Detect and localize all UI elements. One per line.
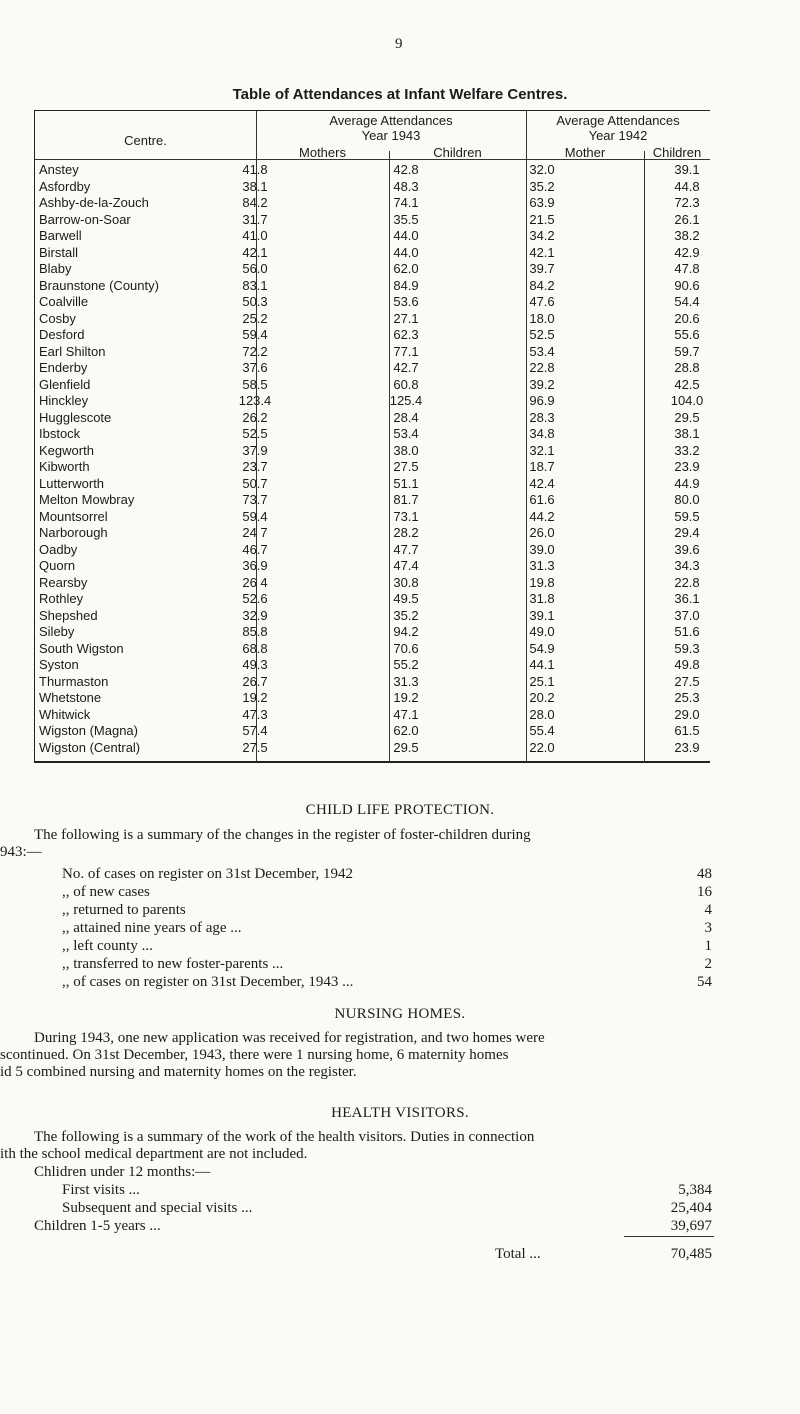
mothers-1943-cell: 72.2 [242, 343, 268, 359]
children-1943-cell: 81.7 [393, 492, 419, 507]
mothers-1943-cell: 50.3 [242, 294, 268, 309]
mothers-1943-cell: 58.5 [242, 376, 268, 392]
mothers-1943-cell: 41.0 [242, 228, 268, 243]
child-life-item-label: ,, returned to parents [62, 902, 186, 918]
child-life-item-label: No. of cases on register on 31st December, 1942 [62, 866, 353, 882]
children-1942-cell: 37.0 [674, 607, 700, 623]
children-1943-cell: 62.3 [393, 327, 419, 342]
centre-cell: Desford [39, 327, 85, 342]
mothers-1943-cell: 31.7 [242, 211, 268, 227]
mothers-1942-cell: 55.4 [529, 723, 555, 738]
health-visitors-line-2: ith the school medical department are not included. [0, 1146, 308, 1162]
mothers-1943-cell: 26.2 [242, 409, 268, 425]
centre-cell: Hinckley [39, 393, 89, 408]
centre-cell: Coalville [39, 294, 89, 309]
col-mothers-1943: Mothers [299, 145, 346, 160]
children-1942-cell: 42.9 [674, 244, 700, 260]
children-1942-cell: 42.5 [674, 376, 700, 392]
children-1943-cell: 29.5 [393, 739, 419, 755]
mothers-1942-cell: 28.3 [529, 409, 555, 425]
mothers-1942-cell: 49.0 [529, 624, 555, 639]
centre-cell: Whitwick [39, 706, 91, 722]
table-row [35, 178, 710, 195]
mothers-1943-cell: 19.2 [242, 690, 268, 705]
children-1943-cell: 27.1 [393, 310, 419, 326]
children-1942-cell: 39.1 [674, 162, 700, 177]
mothers-1943-cell: 36.9 [242, 558, 268, 573]
table-row [35, 260, 710, 277]
mothers-1942-cell: 18.7 [529, 459, 555, 474]
centre-cell: Wigston (Central) [39, 739, 141, 755]
table-row [35, 739, 710, 756]
mothers-1942-cell: 28.0 [529, 706, 555, 722]
children-1942-cell: 27.5 [674, 673, 700, 689]
centre-cell: Melton Mowbray [39, 492, 135, 507]
children-1942-cell: 36.1 [674, 591, 700, 606]
children-1942-cell: 80.0 [674, 492, 700, 507]
children-1942-cell: 44.9 [674, 475, 700, 491]
children-1942-cell: 34.3 [674, 558, 700, 573]
mothers-1942-cell: 84.2 [529, 277, 555, 293]
group-1942-year: Year 1942 [588, 128, 648, 143]
mothers-1943-cell: 59.4 [242, 508, 268, 524]
children-1942-cell: 54.4 [674, 294, 700, 309]
centre-cell: Barrow-on-Soar [39, 211, 131, 227]
mothers-1942-cell: 44.2 [529, 508, 555, 524]
table-row [35, 640, 710, 657]
mothers-1943-cell: 46.7 [242, 541, 268, 557]
mothers-1943-cell: 83.1 [242, 277, 268, 293]
table-row [35, 607, 710, 624]
children-1942-cell: 39.6 [674, 541, 700, 557]
children-1943-cell: 53.6 [393, 294, 419, 309]
centre-cell: Kegworth [39, 442, 94, 458]
centre-cell: Asfordby [39, 178, 91, 194]
centre-cell: Thurmaston [39, 673, 109, 689]
mothers-1943-cell: 26.7 [242, 673, 268, 689]
children-1942-cell: 44.8 [674, 178, 700, 194]
child-life-item-label: ,, of new cases [62, 884, 150, 900]
table-row [35, 326, 710, 343]
centre-cell: Rearsby [39, 574, 88, 590]
table-row [35, 293, 710, 310]
mothers-1942-cell: 96.9 [529, 393, 555, 408]
nursing-homes-line-1: During 1943, one new application was received for registration, and two homes were [34, 1030, 545, 1046]
table-row [35, 656, 710, 673]
mothers-1942-cell: 20.2 [529, 690, 555, 705]
mothers-1943-cell: 27.5 [242, 739, 268, 755]
mothers-1942-cell: 22.8 [529, 360, 555, 375]
table-row [35, 689, 710, 706]
table-row [35, 673, 710, 690]
children-1942-cell: 47.8 [674, 261, 700, 276]
mothers-1942-cell: 39.2 [529, 376, 555, 392]
mothers-1943-cell: 37.6 [242, 360, 268, 375]
children-1943-cell: 28.2 [393, 525, 419, 540]
centre-cell: Glenfield [39, 376, 91, 392]
mothers-1943-cell: 52.5 [242, 426, 268, 441]
centre-header: Centre. [124, 133, 167, 148]
mothers-1943-cell: 37.9 [242, 442, 268, 458]
centre-cell: Syston [39, 657, 79, 672]
child-life-title: CHILD LIFE PROTECTION. [305, 802, 495, 818]
mothers-1942-cell: 39.1 [529, 607, 555, 623]
table-row [35, 574, 710, 591]
health-visitors-item-label: First visits ... [62, 1182, 140, 1198]
children-1943-cell: 125.4 [389, 393, 423, 408]
table-row [35, 475, 710, 492]
children-1942-cell: 38.2 [674, 228, 700, 243]
mothers-1943-cell: 68.8 [242, 640, 268, 656]
children-1943-cell: 74.1 [393, 195, 419, 210]
mothers-1942-cell: 21.5 [529, 211, 555, 227]
centre-cell: Narborough [39, 525, 108, 540]
children-1942-cell: 23.9 [674, 739, 700, 755]
mothers-1942-cell: 39.0 [529, 541, 555, 557]
mothers-1942-cell: 53.4 [529, 343, 555, 359]
mothers-1942-cell: 25.1 [529, 673, 555, 689]
health-visitors-group-label: Chlidren under 12 months:— [34, 1164, 211, 1180]
health-visitors-line-1: The following is a summary of the work of the health visitors. Duties in connection [34, 1129, 535, 1145]
total-value: 70,485 [670, 1246, 712, 1262]
table-row [35, 508, 710, 525]
children-1942-cell: 51.6 [674, 624, 700, 639]
group-1943-header: Average Attendances [329, 113, 453, 128]
table-row [35, 409, 710, 426]
children-1942-cell: 29.0 [674, 706, 700, 722]
mothers-1943-cell: 84.2 [242, 195, 268, 210]
children-1943-cell: 47.4 [393, 558, 419, 573]
children-1942-cell: 90.6 [674, 277, 700, 293]
table-row [35, 161, 710, 178]
children-1943-cell: 55.2 [393, 657, 419, 672]
group-1942-header: Average Attendances [556, 113, 680, 128]
page-number: 9 [395, 36, 403, 52]
child-life-item-label: ,, of cases on register on 31st December, 1943 ... [62, 974, 354, 990]
mothers-1942-cell: 63.9 [529, 195, 555, 210]
children-1943-cell: 94.2 [393, 624, 419, 639]
children-1943-cell: 62.0 [393, 261, 419, 276]
mothers-1943-cell: 49.3 [242, 657, 268, 672]
children-1942-cell: 59.5 [674, 508, 700, 524]
centre-cell: Shepshed [39, 607, 98, 623]
child-life-item-label: ,, attained nine years of age ... [62, 920, 242, 936]
table-row [35, 310, 710, 327]
centre-cell: Rothley [39, 591, 84, 606]
children-1942-cell: 61.5 [674, 723, 700, 738]
table-row [35, 392, 710, 409]
mothers-1943-cell: 25.2 [242, 310, 268, 326]
children-1943-cell: 60.8 [393, 376, 419, 392]
child-life-item-label: ,, left county ... [62, 938, 153, 954]
table-row [35, 541, 710, 558]
children-1943-cell: 47.7 [393, 541, 419, 557]
mothers-1943-cell: 85.8 [242, 624, 268, 639]
children-1943-cell: 51.1 [393, 475, 419, 491]
mothers-1942-cell: 54.9 [529, 640, 555, 656]
children-1943-cell: 84.9 [393, 277, 419, 293]
mothers-1943-cell: 52.6 [242, 591, 268, 606]
mothers-1942-cell: 52.5 [529, 327, 555, 342]
mothers-1943-cell: 73.7 [242, 492, 268, 507]
centre-cell: Blaby [39, 261, 72, 276]
children-1943-cell: 42.8 [393, 162, 419, 177]
centre-cell: Lutterworth [39, 475, 105, 491]
children-1943-cell: 35.2 [393, 607, 419, 623]
children-1942-cell: 38.1 [674, 426, 700, 441]
mothers-1943-cell: 57.4 [242, 723, 268, 738]
table-row [35, 442, 710, 459]
centre-cell: Earl Shilton [39, 343, 106, 359]
mothers-1943-cell: 59.4 [242, 327, 268, 342]
children-1942-cell: 29.4 [674, 525, 700, 540]
table-title: Table of Attendances at Infant Welfare Centres. [232, 86, 568, 103]
health-visitors-title: HEALTH VISITORS. [331, 1105, 469, 1121]
mothers-1943-cell: 50.7 [242, 475, 268, 491]
mothers-1942-cell: 22.0 [529, 739, 555, 755]
nursing-homes-title: NURSING HOMES. [334, 1006, 466, 1022]
centre-cell: Ibstock [39, 426, 81, 441]
mothers-1942-cell: 34.8 [529, 426, 555, 441]
children-1942-cell: 59.3 [674, 640, 700, 656]
children-1943-cell: 42.7 [393, 360, 419, 375]
mothers-1943-cell: 123.4 [238, 393, 272, 408]
table-row [35, 211, 710, 228]
children-1942-cell: 59.7 [674, 343, 700, 359]
centre-cell: Kibworth [39, 459, 90, 474]
children-1943-cell: 53.4 [393, 426, 419, 441]
health-visitors-item-value: 25,404 [670, 1200, 712, 1216]
centre-cell: Enderby [39, 360, 88, 375]
centre-cell: Sileby [39, 624, 75, 639]
children-1942-cell: 29.5 [674, 409, 700, 425]
attendance-table [34, 110, 710, 763]
centre-cell: Barwell [39, 228, 82, 243]
children-1943-cell: 44.0 [393, 244, 419, 260]
child-life-item-label: ,, transferred to new foster-parents ... [62, 956, 284, 972]
mothers-1943-cell: 56.0 [242, 261, 268, 276]
child-life-item-value: 48 [697, 866, 712, 882]
mothers-1943-cell: 26 4 [242, 574, 268, 590]
mothers-1942-cell: 61.6 [529, 492, 555, 507]
table-row [35, 359, 710, 376]
children-1942-cell: 23.9 [674, 459, 700, 474]
children-1942-cell: 20.6 [674, 310, 700, 326]
children-1943-cell: 28.4 [393, 409, 419, 425]
table-row [35, 590, 710, 607]
centre-cell: Hugglescote [39, 409, 112, 425]
children-1942-cell: 72.3 [674, 195, 700, 210]
table-row [35, 194, 710, 211]
child-life-item-value: 16 [697, 884, 712, 900]
total-label: Total ... [495, 1246, 541, 1262]
mothers-1942-cell: 42.4 [529, 475, 555, 491]
mothers-1942-cell: 44.1 [529, 657, 555, 672]
table-row [35, 343, 710, 360]
children-1943-cell: 73.1 [393, 508, 419, 524]
mothers-1943-cell: 47.3 [242, 706, 268, 722]
mothers-1942-cell: 26.0 [529, 525, 555, 540]
mothers-1942-cell: 39.7 [529, 261, 555, 276]
table-row [35, 425, 710, 442]
centre-cell: Anstey [39, 162, 79, 177]
children-1943-cell: 27.5 [393, 459, 419, 474]
nursing-homes-line-3: id 5 combined nursing and maternity homes on the register. [0, 1064, 357, 1080]
table-row [35, 458, 710, 475]
centre-cell: Quorn [39, 558, 76, 573]
mothers-1942-cell: 35.2 [529, 178, 555, 194]
children-1943-cell: 31.3 [393, 673, 419, 689]
children-1943-cell: 77.1 [393, 343, 419, 359]
children-1942-cell: 25.3 [674, 690, 700, 705]
table-row [35, 722, 710, 739]
centre-cell: Wigston (Magna) [39, 723, 138, 738]
centre-cell: Whetstone [39, 690, 102, 705]
children-1943-cell: 38.0 [393, 442, 419, 458]
mothers-1942-cell: 31.8 [529, 591, 555, 606]
group-1943-year: Year 1943 [361, 128, 421, 143]
centre-cell: Braunstone (County) [39, 277, 159, 293]
col-mothers-1942: Mother [564, 145, 606, 160]
children-1943-cell: 48.3 [393, 178, 419, 194]
centre-cell: Mountsorrel [39, 508, 108, 524]
children-1943-cell: 47.1 [393, 706, 419, 722]
children-1942-cell: 26.1 [674, 211, 700, 227]
table-row [35, 623, 710, 640]
centre-cell: South Wigston [39, 640, 124, 656]
mothers-1942-cell: 47.6 [529, 294, 555, 309]
child-life-item-value: 1 [704, 938, 712, 954]
children-1943-cell: 30.8 [393, 574, 419, 590]
children-1943-cell: 70.6 [393, 640, 419, 656]
children-1943-cell: 35.5 [393, 211, 419, 227]
table-row [35, 376, 710, 393]
children-1942-cell: 28.8 [674, 360, 700, 375]
children-1942-cell: 55.6 [674, 327, 700, 342]
children-1943-cell: 44.0 [393, 228, 419, 243]
child-life-item-value: 3 [704, 920, 712, 936]
centre-cell: Oadby [39, 541, 78, 557]
children-1942-cell: 22.8 [674, 574, 700, 590]
centre-cell: Cosby [39, 310, 76, 326]
children-1943-cell: 62.0 [393, 723, 419, 738]
table-row [35, 524, 710, 541]
children-1943-cell: 49.5 [393, 591, 419, 606]
mothers-1943-cell: 42.1 [242, 244, 268, 260]
table-row [35, 244, 710, 261]
mothers-1943-cell: 38.1 [242, 178, 268, 194]
mothers-1943-cell: 41.8 [242, 162, 268, 177]
total-rule [624, 1236, 714, 1237]
mothers-1943-cell: 24 7 [242, 525, 268, 540]
mothers-1942-cell: 18.0 [529, 310, 555, 326]
children-1942-cell: 49.8 [674, 657, 700, 672]
nursing-homes-line-2: scontinued. On 31st December, 1943, there were 1 nursing home, 6 maternity homes [0, 1047, 509, 1063]
mothers-1943-cell: 23.7 [242, 459, 268, 474]
centre-cell: Birstall [39, 244, 79, 260]
child-life-intro-cont: 943:— [0, 844, 42, 860]
mothers-1942-cell: 32.0 [529, 162, 555, 177]
table-row [35, 557, 710, 574]
mothers-1943-cell: 32.9 [242, 607, 268, 623]
col-children-1942: Children [652, 145, 702, 160]
health-visitors-item-value: 39,697 [670, 1218, 712, 1234]
col-children-1943: Children [433, 145, 482, 160]
health-visitors-item-label: Children 1-5 years ... [34, 1218, 161, 1234]
children-1943-cell: 19.2 [393, 690, 419, 705]
child-life-intro: The following is a summary of the changes in the register of foster-children during [34, 827, 531, 843]
mothers-1942-cell: 42.1 [529, 244, 555, 260]
table-row [35, 277, 710, 294]
table-row [35, 227, 710, 244]
children-1942-cell: 104.0 [670, 393, 704, 408]
mothers-1942-cell: 32.1 [529, 442, 555, 458]
child-life-item-value: 54 [697, 974, 712, 990]
mothers-1942-cell: 31.3 [529, 558, 555, 573]
health-visitors-item-label: Subsequent and special visits ... [62, 1200, 253, 1216]
child-life-item-value: 2 [704, 956, 712, 972]
mothers-1942-cell: 34.2 [529, 228, 555, 243]
table-row [35, 706, 710, 723]
child-life-item-value: 4 [704, 902, 712, 918]
table-row [35, 491, 710, 508]
health-visitors-item-value: 5,384 [678, 1182, 712, 1198]
centre-cell: Ashby-de-la-Zouch [39, 195, 149, 210]
mothers-1942-cell: 19.8 [529, 574, 555, 590]
children-1942-cell: 33.2 [674, 442, 700, 458]
